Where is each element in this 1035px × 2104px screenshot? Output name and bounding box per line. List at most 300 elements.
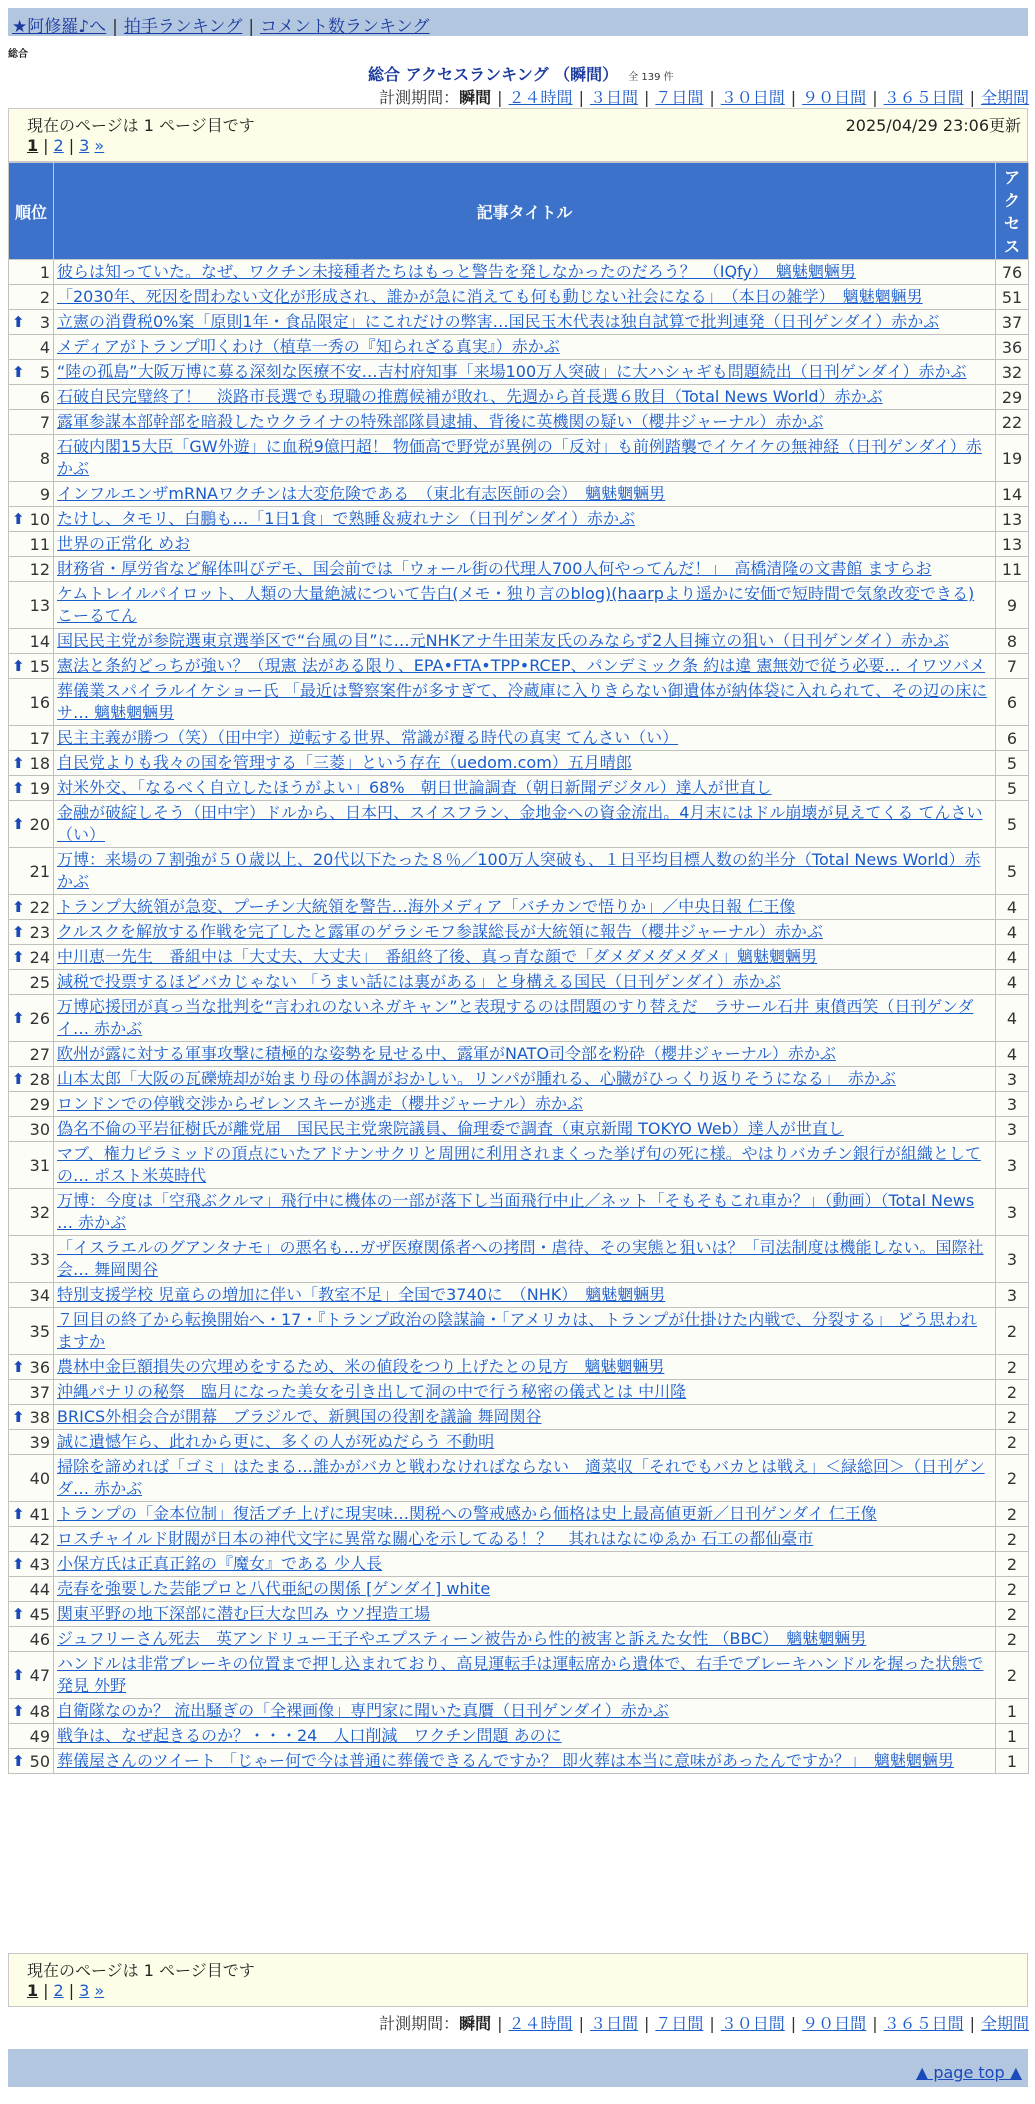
home-link[interactable]: ★阿修羅♪へ [12,17,107,37]
article-title-link[interactable]: ケムトレイルパイロット、人類の大量絶滅について告白(メモ・独り言のblog)(haarpより遥かに安価で短時間で気象改変できる) こーるてん [57,584,975,625]
access-count: 2 [996,1602,1029,1627]
access-count: 4 [996,1042,1029,1067]
rank-cell [9,1627,54,1652]
period-separator: | [578,88,584,107]
period-separator: | [969,88,975,107]
access-count: 2 [996,1430,1029,1455]
page-link[interactable]: 3 [79,136,90,155]
table-row [9,1380,1029,1405]
title-cell [54,410,996,435]
rank-cell [9,410,54,435]
article-title-link[interactable]: 減税で投票するほどバカじゃない 「うまい話には裏がある」と身構える国民（日刊ゲンダイ）赤かぶ [57,972,781,991]
title-cell [54,335,996,360]
rank-number: 19 [29,778,50,798]
period-link[interactable]: 全期間 [980,2014,1029,2033]
title-cell [54,1652,996,1699]
article-title-link[interactable]: 「イスラエルのグアンタナモ」の悪名も…ガザ医療関係者への拷問・虐待、その実態と狙いは？「司法制度は機能しない。国際社会… 舞岡関谷 [57,1238,984,1279]
title-cell [54,1380,996,1405]
rank-number: 50 [29,1751,50,1771]
article-title-link[interactable]: 葬儀屋さんのツイート 「じゃー何で今は普通に葬儀できるんですか？ 即火葬は本当に意味があったんですか？」 魑魅魍魎男 [57,1751,954,1770]
rank-number: 10 [29,509,50,529]
rank-number: 14 [29,631,50,651]
comment-ranking-link[interactable]: コメント数ランキング [260,17,430,37]
table-row [9,726,1029,751]
access-count: 3 [996,1067,1029,1092]
article-title-link[interactable]: 石破自民完璧終了！ 淡路市長選でも現職の推薦候補が敗れ、先週から首長選６敗目（Total News World）赤かぶ [57,387,883,406]
article-title-link[interactable]: 葬儀業スパイラルイケショー氏 「最近は警察案件が多すぎて、冷蔵庫に入りきらない御遺体が納体袋に入れられて、その辺の床にサ… 魑魅魍魎男 [57,681,988,722]
article-title-link[interactable]: ジュフリーさん死去 英アンドリュー王子やエプスティーン被告から性的被害と訴えた女性 （BBC） 魑魅魍魎男 [57,1629,867,1648]
clap-ranking-link[interactable]: 拍手ランキング [123,17,243,37]
period-link[interactable]: ７日間 [655,2014,704,2033]
access-count: 19 [996,435,1029,482]
access-count: 4 [996,945,1029,970]
period-link[interactable]: ３０日間 [720,88,785,107]
title-cell [54,848,996,895]
rank-number: 34 [29,1285,50,1305]
article-title-link[interactable]: ロスチャイルド財閥が日本の神代文字に異常な關心を示してゐる！？ 其れはなにゆゑか 石工の都仙臺市 [57,1529,814,1548]
rank-cell [9,1652,54,1699]
rank-number: 1 [39,262,50,282]
table-row [9,1724,1029,1749]
table-row [9,1749,1029,1774]
access-count: 1 [996,1724,1029,1749]
title-cell [54,654,996,679]
title-cell [54,1627,996,1652]
rank-number: 15 [29,656,50,676]
rank-up-arrow-icon: ⬆ [12,1701,25,1720]
title-cell [54,726,996,751]
rank-number: 36 [29,1357,50,1377]
article-title-link[interactable]: 戦争は、なぜ起きるのか？・・・24 人口削減 ワクチン問題 あのに [57,1726,562,1745]
article-title-link[interactable]: 「2030年、死因を問わない文化が形成され、誰かが急に消えても何も動じない社会になる」 （本日の雑学） 魑魅魍魎男 [57,287,923,306]
article-title-link[interactable]: メディアがトランプ叩くわけ（植草一秀の『知られざる真実』）赤かぶ [57,337,560,356]
title-cell [54,482,996,507]
rank-number: 7 [39,412,50,432]
rank-cell [9,726,54,751]
rank-up-arrow-icon: ⬆ [12,922,25,941]
rank-number: 48 [29,1701,50,1721]
table-row [9,1067,1029,1092]
rank-number: 37 [29,1382,50,1402]
period-link[interactable]: 全期間 [980,88,1029,107]
rank-number: 32 [29,1202,50,1222]
article-title-link[interactable]: 世界の正常化 めお [57,534,191,553]
rank-up-arrow-icon: ⬆ [12,312,25,331]
period-separator: | [872,88,878,107]
access-count: 2 [996,1502,1029,1527]
header-rank: 順位 [9,163,54,260]
rank-up-arrow-icon: ⬆ [12,509,25,528]
rank-up-arrow-icon: ⬆ [12,656,25,675]
table-row [9,1092,1029,1117]
rank-number: 31 [29,1155,50,1175]
next-page-link[interactable]: » [94,136,105,155]
table-row [9,482,1029,507]
rank-number: 44 [29,1579,50,1599]
access-count: 2 [996,1552,1029,1577]
access-count: 2 [996,1627,1029,1652]
pagination-top [8,108,1028,162]
page-nav [27,1981,104,2000]
table-row [9,801,1029,848]
article-title-link[interactable]: 万博応援団が真っ当な批判を“言われのないネガキャン”と表現するのは問題のすり替えだ ラサール石井 東僨西笑（日刊ゲンダイ… 赤かぶ [57,997,974,1038]
access-count: 13 [996,532,1029,557]
article-title-link[interactable]: 民主主義が勝つ（笑）（田中宇）逆転する世界、常識が覆る時代の真実 てんさい（い） [57,728,679,747]
title-cell [54,435,996,482]
title-cell [54,532,996,557]
rank-number: 49 [29,1726,50,1746]
article-title-link[interactable]: 万博：今度は「空飛ぶクルマ」飛行中に機体の一部が落下し当面飛行中止／ネット「そもそもこれ車か？」（動画）（Total News … 赤かぶ [57,1191,975,1232]
rank-cell [9,582,54,629]
title-cell [54,1699,996,1724]
current-page-info: 現在のページは 1 ページ目です [27,116,255,135]
title-cell [54,1092,996,1117]
header-title: 記事タイトル [54,163,996,260]
rank-up-arrow-icon: ⬆ [12,1407,25,1426]
next-page-link[interactable]: » [94,1981,105,2000]
title-cell [54,1749,996,1774]
rank-number: 46 [29,1629,50,1649]
article-title-link[interactable]: 自衛隊なのか？ 流出騒ぎの「全裸画像」専門家に聞いた真贋（日刊ゲンダイ）赤かぶ [57,1701,669,1720]
title-cell [54,970,996,995]
article-title-link[interactable]: 彼らは知っていた。なぜ、ワクチン未接種者たちはもっと警告を発しなかったのだろう？ （IQfy） 魑魅魍魎男 [57,262,856,281]
rank-number: 22 [29,897,50,917]
title-cell [54,801,996,848]
title-cell [54,1117,996,1142]
title-cell [54,385,996,410]
article-title-link[interactable]: ７回目の終了から転換開始へ・17・『トランプ政治の陰謀論・「アメリカは、トランプが仕掛けた内戦で、分裂する」 どう思われますか [57,1310,978,1351]
rank-cell [9,285,54,310]
period-separator: | [643,88,650,107]
access-count: 6 [996,726,1029,751]
table-row [9,1042,1029,1067]
article-title-link[interactable]: 特別支援学校 児童らの増加に伴い「教室不足」全国で3740に （NHK） 魑魅魍魎男 [57,1285,666,1304]
category-label: 総合 [8,49,28,60]
page-link[interactable]: 2 [53,136,64,155]
rank-number: 2 [39,287,50,307]
rank-number: 20 [29,814,50,834]
table-row [9,679,1029,726]
article-title-link[interactable]: 立憲の消費税0%案「原則1年・食品限定」にこれだけの弊害…国民玉木代表は独自試算で批判連発（日刊ゲンダイ）赤かぶ [57,312,940,331]
access-count: 37 [996,310,1029,335]
period-link[interactable]: ２４時間 [508,88,573,107]
rank-cell [9,1527,54,1552]
title-cell [54,1067,996,1092]
article-title-link[interactable]: 金融が破綻しそう（田中宇）ドルから、日本円、スイスフラン、金地金への資金流出。4月末にはドル崩壊が見えてくる てんさい（い） [57,803,983,844]
table-row [9,260,1029,285]
updated-timestamp: 2025/04/29 23:06更新 [845,116,1021,135]
rank-cell [9,1405,54,1430]
article-title-link[interactable]: 中川恵一先生 番組中は「大丈夫、大丈夫」 番組終了後、真っ青な顔で「ダメダメダメダメ」魑魅魍魎男 [57,947,818,966]
article-title-link[interactable]: マブ、権力ピラミッドの頂点にいたアドナンサクリと周囲に利用されまくった挙げ句の死に様。やはりバカチン銀行が組織としての… ポスト米英時代 [57,1144,981,1185]
rank-number: 45 [29,1604,50,1624]
title-cell [54,1189,996,1236]
rank-up-arrow-icon: ⬆ [12,362,25,381]
table-row [9,1577,1029,1602]
title-cell [54,1602,996,1627]
rank-up-arrow-icon: ⬆ [12,947,25,966]
rank-number: 42 [29,1529,50,1549]
period-selector-bottom [379,2011,1029,2034]
page-link[interactable]: 3 [79,1981,90,2000]
article-title-link[interactable]: トランプの「金本位制」復活ブチ上げに現実味…関税への警戒感から価格は史上最高値更新／日刊ゲンダイ 仁王像 [57,1504,877,1523]
rank-number: 24 [29,947,50,967]
access-count: 2 [996,1577,1029,1602]
rank-up-arrow-icon: ⬆ [12,1751,25,1770]
access-count: 14 [996,482,1029,507]
title-cell [54,1355,996,1380]
rank-cell [9,435,54,482]
period-label: 計測期間： [379,88,460,107]
rank-cell [9,1308,54,1355]
rank-cell [9,970,54,995]
page-current: 1 [27,136,39,155]
article-title-link[interactable]: 偽名不倫の平岩征樹氏が離党届 国民民主党衆院議員、倫理委で調査（東京新聞 TOKYO Web）達人が世直し [57,1119,844,1138]
title-cell [54,1042,996,1067]
rank-up-arrow-icon: ⬆ [12,1504,25,1523]
rank-cell [9,1602,54,1627]
current-page-info: 現在のページは 1 ページ目です [27,1961,255,1980]
table-row [9,920,1029,945]
rank-number: 30 [29,1119,50,1139]
rank-cell [9,1236,54,1283]
table-row [9,1699,1029,1724]
period-link[interactable]: ３６５日間 [883,88,964,107]
rank-cell [9,1092,54,1117]
table-row [9,1602,1029,1627]
title-cell [54,1308,996,1355]
article-title-link[interactable]: たけし、タモリ、白鵬も…「1日1食」で熟睡＆疲れナシ（日刊ゲンダイ）赤かぶ [57,509,635,528]
rank-cell [9,1749,54,1774]
rank-cell [9,1502,54,1527]
page-separator: | [43,136,49,155]
rank-number: 39 [29,1432,50,1452]
rank-cell [9,1577,54,1602]
title-cell [54,360,996,385]
article-title-link[interactable]: 売春を強要した芸能プロと八代亜紀の関係 [ゲンダイ] white [57,1579,491,1598]
rank-cell [9,1724,54,1749]
table-row [9,1627,1029,1652]
title-cell [54,776,996,801]
access-count: 5 [996,751,1029,776]
access-count: 32 [996,360,1029,385]
access-count: 7 [996,654,1029,679]
article-title-link[interactable]: 財務省・厚労省など解体叫びデモ、国会前では「ウォール街の代理人700人何やってんだ！」 高橋清隆の文書館 ますらお [57,559,932,578]
table-row [9,1405,1029,1430]
article-title-link[interactable]: クルスクを解放する作戦を完了したと露軍のゲラシモフ参謀総長が大統領に報告（櫻井ジャーナル）赤かぶ [57,922,823,941]
article-title-link[interactable]: “陸の孤島”大阪万博に募る深刻な医療不安…吉村府知事「来場100万人突破」に大ハシャギも問題続出（日刊ゲンダイ）赤かぶ [57,362,967,381]
table-row [9,582,1029,629]
period-link[interactable]: ２４時間 [508,2014,573,2033]
rank-cell [9,507,54,532]
nav-separator: | [112,17,118,37]
title-cell [54,1405,996,1430]
title-cell [54,995,996,1042]
rank-number: 17 [29,728,50,748]
table-row [9,848,1029,895]
rank-cell [9,1283,54,1308]
access-count: 1 [996,1749,1029,1774]
access-count: 4 [996,995,1029,1042]
period-link[interactable]: ３日間 [589,88,638,107]
access-count: 4 [996,920,1029,945]
access-count: 5 [996,776,1029,801]
footer-bar [8,2049,1028,2087]
ranking-count: 全 139 件 [628,72,674,83]
title-cell [54,945,996,970]
period-link[interactable]: ３６５日間 [883,2014,964,2033]
table-row [9,1430,1029,1455]
article-title-link[interactable]: インフルエンザmRNAワクチンは大変危険である （東北有志医師の会） 魑魅魍魎男 [57,484,666,503]
ranking-table-body [9,260,1029,1774]
article-title-link[interactable]: BRICS外相会合が開幕 ブラジルで、新興国の役割を議論 舞岡関谷 [57,1407,542,1426]
rank-cell [9,920,54,945]
rank-cell [9,1117,54,1142]
rank-cell [9,1455,54,1502]
page-nav [27,136,104,155]
access-count: 6 [996,679,1029,726]
access-count: 11 [996,557,1029,582]
rank-number: 27 [29,1044,50,1064]
access-count: 2 [996,1652,1029,1699]
period-separator: | [969,2014,975,2033]
title-cell [54,1552,996,1577]
access-count: 22 [996,410,1029,435]
period-link[interactable]: ７日間 [655,88,704,107]
rank-up-arrow-icon: ⬆ [12,1604,25,1623]
access-count: 3 [996,1092,1029,1117]
rank-cell [9,557,54,582]
rank-up-arrow-icon: ⬆ [12,753,25,772]
table-row [9,776,1029,801]
title-cell [54,629,996,654]
page-separator: | [43,1981,49,2000]
article-title-link[interactable]: ロンドンでの停戦交渉からゼレンスキーが逃走（櫻井ジャーナル）赤かぶ [57,1094,584,1113]
rank-cell [9,848,54,895]
table-row [9,1236,1029,1283]
access-count: 3 [996,1117,1029,1142]
period-link[interactable]: ９０日間 [802,2014,867,2033]
article-title-link[interactable]: 小保方氏は正真正銘の『魔女』である 少人長 [57,1554,383,1573]
access-count: 3 [996,1189,1029,1236]
period-link[interactable]: ３日間 [589,2014,638,2033]
article-title-link[interactable]: ハンドルは非常ブレーキの位置まで押し込まれており、高見運転手は運転席から遺体で、右手でブレーキハンドルを握った状態で発見 外野 [57,1654,984,1695]
period-link[interactable]: ３０日間 [720,2014,785,2033]
article-title-link[interactable]: 対米外交、「なるべく自立したほうがよい」68% 朝日世論調査（朝日新聞デジタル）達人が世直し [57,778,772,797]
article-title-link[interactable]: 農林中金巨額損失の穴埋めをするため、米の値段をつり上げたとの見方 魑魅魍魎男 [57,1357,665,1376]
access-count: 3 [996,1236,1029,1283]
article-title-link[interactable]: 万博：来場の７割強が５０歳以上、20代以下たった８％／100万人突破も、１日平均目標人数の約半分（Total News World）赤かぶ [57,850,981,891]
access-count: 2 [996,1380,1029,1405]
header-access: アクセス [996,163,1029,260]
table-row [9,1455,1029,1502]
table-row [9,995,1029,1042]
period-link[interactable]: ９０日間 [802,88,867,107]
title-cell [54,1502,996,1527]
access-count: 5 [996,848,1029,895]
page-current: 1 [27,1981,39,2000]
article-title-link[interactable]: 掃除を諦めれば「ゴミ」はたまる…誰かがバカと戦わなければならない 適菜収「それでもバカとは戦え」＜緑総回＞（日刊ゲンダ… 赤かぶ [57,1457,985,1498]
rank-number: 11 [29,534,50,554]
rank-number: 12 [29,559,50,579]
article-title-link[interactable]: 沖縄パナリの秘祭 臨月になった美女を引き出して洞の中で行う秘密の儀式とは 中川隆 [57,1382,687,1401]
rank-up-arrow-icon: ⬆ [12,1008,25,1027]
access-count: 3 [996,1142,1029,1189]
rank-cell [9,360,54,385]
rank-cell [9,260,54,285]
rank-cell [9,1189,54,1236]
title-cell [54,1724,996,1749]
page-link[interactable]: 2 [53,1981,64,2000]
title-cell [54,1527,996,1552]
nav-separator: | [248,17,255,37]
title-cell [54,1577,996,1602]
table-row [9,532,1029,557]
article-title-link[interactable]: 欧州が露に対する軍事攻撃に積極的な姿勢を見せる中、露軍がNATO司令部を粉砕（櫻井ジャーナル）赤かぶ [57,1044,836,1063]
rank-up-arrow-icon: ⬆ [12,1665,25,1684]
article-title-link[interactable]: 石破内閣15大臣「GW外遊」に血税9億円超！ 物価高で野党が異例の「反対」も前例踏襲でイケイケの無神経（日刊ゲンダイ）赤かぶ [57,437,982,478]
rank-number: 40 [29,1468,50,1488]
rank-up-arrow-icon: ⬆ [12,1069,25,1088]
table-row [9,360,1029,385]
pagination-bottom [8,1953,1028,2007]
title-cell [54,582,996,629]
period-current: 瞬間 [459,88,492,107]
rank-number: 5 [39,362,50,382]
title-cell [54,310,996,335]
table-row [9,945,1029,970]
article-title-link[interactable]: 関東平野の地下深部に潜む巨大な凹み ウソ捏造工場 [57,1604,431,1623]
table-row [9,557,1029,582]
article-title-link[interactable]: トランプ大統領が急変、プーチン大統領を警告…海外メディア「バチカンで悟りか」／中央日報 仁王像 [57,897,796,916]
article-title-link[interactable]: 国民民主党が参院選東京選挙区で“台風の目”に…元NHKアナ牛田茉友氏のみならず2人目擁立の狙い（日刊ゲンダイ）赤かぶ [57,631,949,650]
access-count: 2 [996,1308,1029,1355]
title-cell [54,507,996,532]
rank-up-arrow-icon: ⬆ [12,778,25,797]
rank-cell [9,1380,54,1405]
table-row [9,1652,1029,1699]
top-nav-bar [8,8,1028,36]
title-cell [54,1430,996,1455]
access-count: 5 [996,801,1029,848]
rank-up-arrow-icon: ⬆ [12,814,25,833]
table-row [9,751,1029,776]
article-title-link[interactable]: 露軍参謀本部幹部を暗殺したウクライナの特殊部隊員逮捕、背後に英機関の疑い（櫻井ジャーナル）赤かぶ [57,412,824,431]
access-count: 2 [996,1405,1029,1430]
rank-number: 3 [39,312,50,332]
page-top-link[interactable]: ▲ page top ▲ [915,2063,1022,2082]
article-title-link[interactable]: 憲法と条約どっちが強い？（現憲 法がある限り、EPA•FTA•TPP•RCEP、パンデミック条 約は違 憲無効で従う必要… イワツバメ [57,656,986,675]
rank-up-arrow-icon: ⬆ [12,1357,25,1376]
rank-cell [9,1067,54,1092]
article-title-link[interactable]: 誠に遺憾乍ら、此れから更に、多くの人が死ぬだらう 不動明 [57,1432,495,1451]
table-row [9,1142,1029,1189]
period-separator: | [872,2014,878,2033]
rank-cell [9,895,54,920]
rank-cell [9,482,54,507]
table-row [9,1283,1029,1308]
table-row [9,335,1029,360]
article-title-link[interactable]: 山本太郎「大阪の瓦礫焼却が始まり母の体調がおかしい。リンパが腫れる、心臓がひっくり返りそうになる」 赤かぶ [57,1069,896,1088]
table-row [9,435,1029,482]
title-cell [54,1455,996,1502]
article-title-link[interactable]: 自民党よりも我々の国を管理する「三菱」という存在（uedom.com）五月晴郎 [57,753,632,772]
table-row [9,1355,1029,1380]
rank-number: 13 [29,595,50,615]
rank-number: 29 [29,1094,50,1114]
rank-cell [9,751,54,776]
title-cell [54,1283,996,1308]
